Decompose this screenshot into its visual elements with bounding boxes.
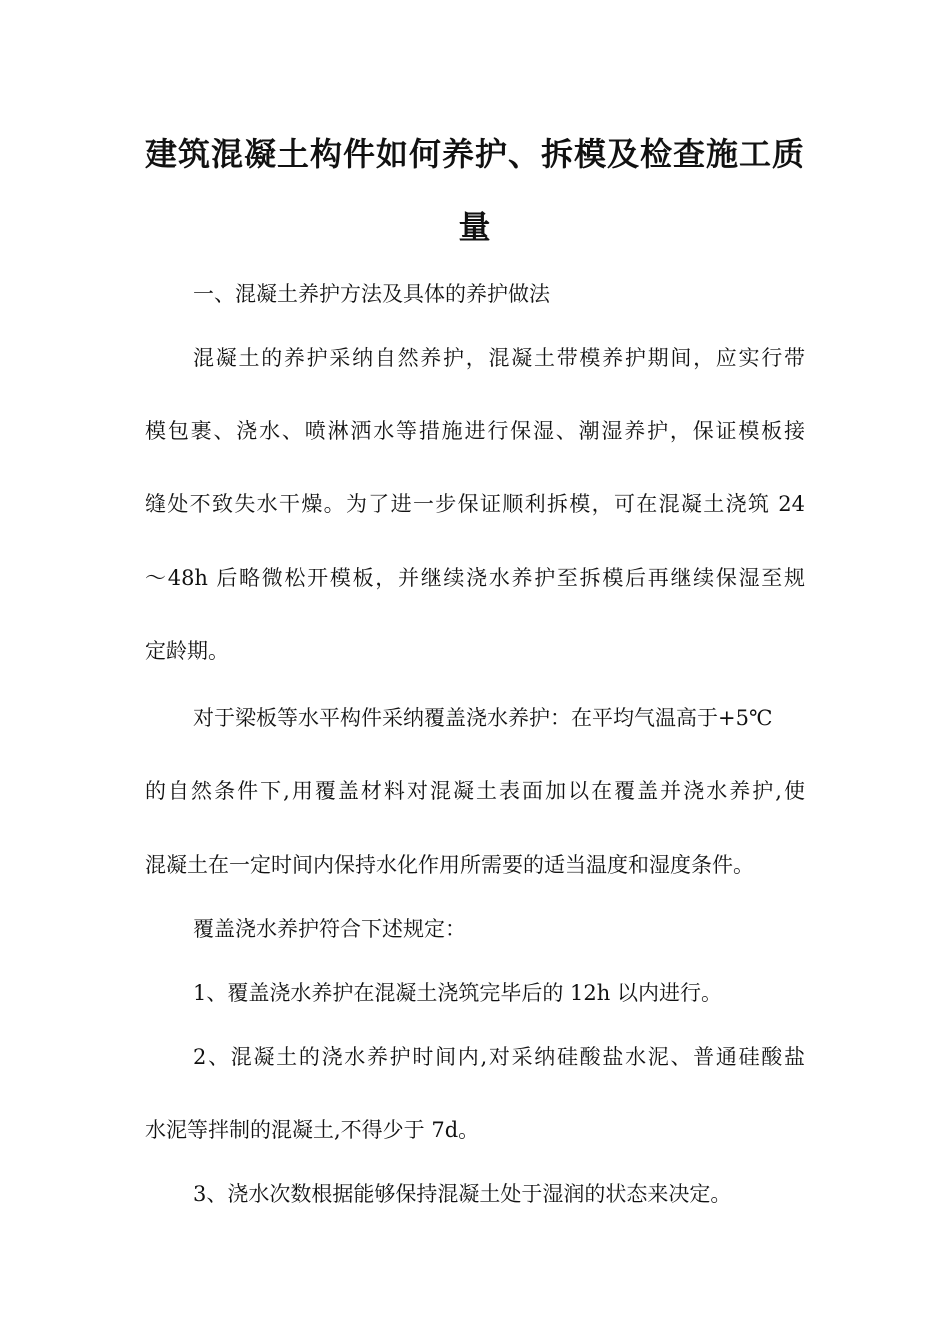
paragraph-line: 模包裹、浇水、喷淋洒水等措施进行保湿、潮湿养护，保证模板接 <box>145 419 805 443</box>
document-title: 建筑混凝土构件如何养护、拆模及检查施工质 <box>145 135 806 173</box>
list-item-continued: 水泥等拌制的混凝土,不得少于 7d。 <box>145 1118 480 1142</box>
paragraph-line: 定龄期。 <box>145 639 229 663</box>
paragraph-line: 的自然条件下,用覆盖材料对混凝土表面加以在覆盖并浇水养护,使 <box>145 779 805 803</box>
paragraph-line: 对于梁板等水平构件采纳覆盖浇水养护：在平均气温高于+5℃ <box>193 706 773 730</box>
paragraph-line: 混凝土在一定时间内保持水化作用所需要的适当温度和湿度条件。 <box>145 853 754 877</box>
list-item: 2、混凝土的浇水养护时间内,对采纳硅酸盐水泥、普通硅酸盐 <box>193 1045 805 1069</box>
section-heading: 一、混凝土养护方法及具体的养护做法 <box>193 282 550 306</box>
paragraph-line: 覆盖浇水养护符合下述规定： <box>193 917 466 941</box>
paragraph-line: 缝处不致失水干燥。为了进一步保证顺利拆模，可在混凝土浇筑 24 <box>145 492 805 516</box>
document-title-continued: 量 <box>458 208 492 246</box>
paragraph-line: ～48h 后略微松开模板，并继续浇水养护至拆模后再继续保湿至规 <box>145 566 805 590</box>
list-item: 1、覆盖浇水养护在混凝土浇筑完毕后的 12h 以内进行。 <box>193 981 722 1005</box>
paragraph-line: 混凝土的养护采纳自然养护，混凝土带模养护期间，应实行带 <box>193 346 805 370</box>
list-item: 3、浇水次数根据能够保持混凝土处于湿润的状态来决定。 <box>193 1182 732 1206</box>
